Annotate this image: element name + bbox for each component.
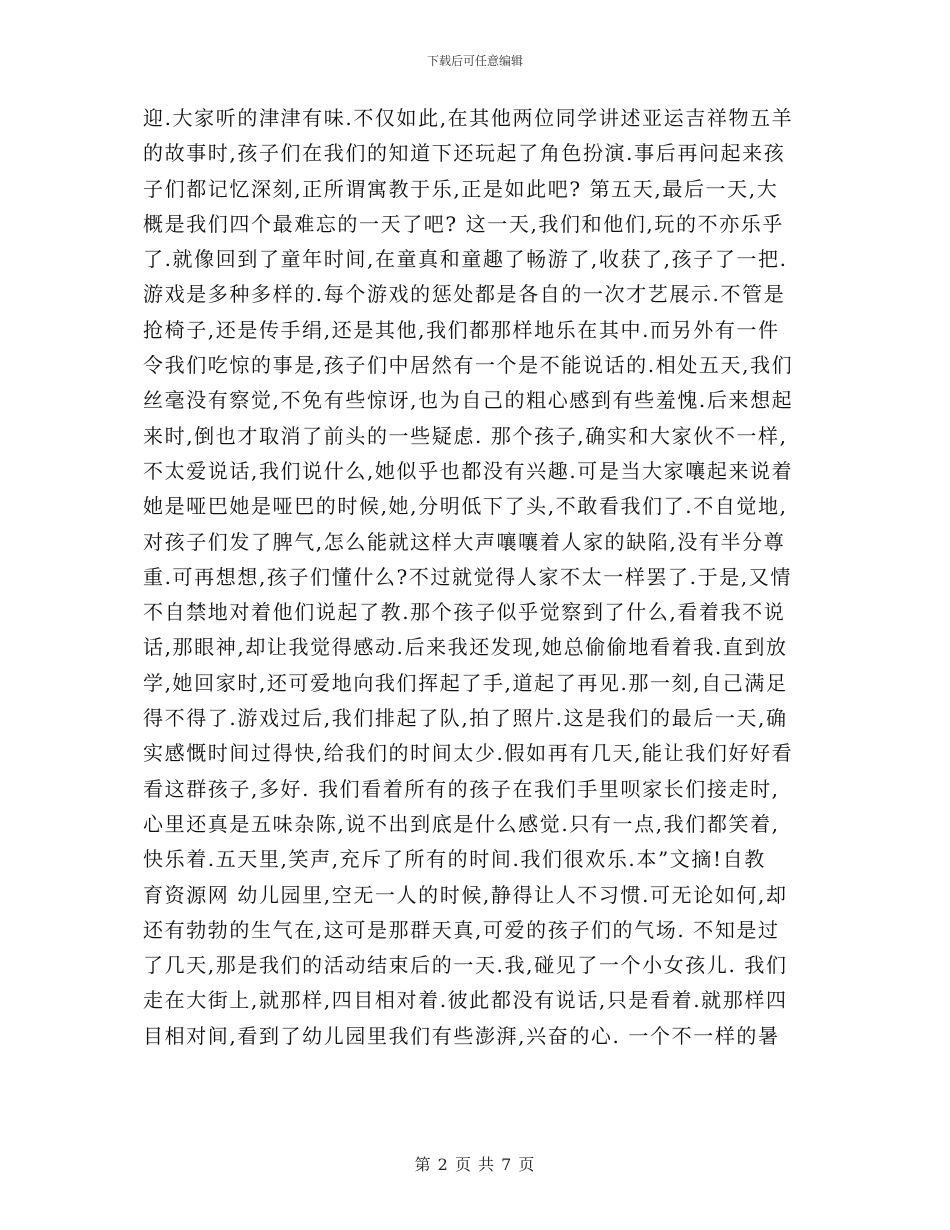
text-line: 育资源网 幼儿园里,空无一人的时候,静得让人不习惯.可无论如何,却 — [143, 882, 788, 907]
text-line: 目相对间,看到了幼儿园里我们有些澎湃,兴奋的心. 一个不一样的暑 — [143, 1023, 780, 1048]
text-line: 的故事时,孩子们在我们的知道下还玩起了角色扮演.事后再问起来孩 — [143, 141, 786, 166]
text-line: 重.可再想想,孩子们懂什么?不过就觉得人家不太一样罢了.于是,又情 — [143, 564, 792, 589]
text-line: 抢椅子,还是传手绢,还是其他,我们都那样地乐在其中.而另外有一件 — [143, 317, 780, 342]
text-line: 丝毫没有察觉,不免有些惊讶,也为自己的粗心感到有些羞愧.后来想起 — [143, 388, 794, 413]
text-line: 得不得了.游戏过后,我们排起了队,拍了照片.这是我们的最后一天,确 — [143, 706, 788, 731]
text-line: 子们都记忆深刻,正所谓寓教于乐,正是如此吧? 第五天,最后一天,大 — [143, 176, 779, 201]
text-line: 心里还真是五味杂陈,说不出到底是什么感觉.只有一点,我们都笑着, — [143, 811, 780, 836]
text-line: 来时,倒也才取消了前头的一些疑虑. 那个孩子,确实和大家伙不一样, — [143, 423, 788, 448]
text-line: 学,她回家时,还可爱地向我们挥起了手,道起了再见.那一刻,自己满足 — [143, 670, 788, 695]
text-line: 对孩子们发了脾气,怎么能就这样大声嚷嚷着人家的缺陷,没有半分尊 — [143, 529, 786, 554]
text-line: 走在大街上,就那样,四目相对着.彼此都没有说话,只是看着.就那样四 — [143, 988, 788, 1013]
text-line: 了几天,那是我们的活动结束后的一天.我,碰见了一个小女孩儿. 我们 — [143, 953, 788, 978]
text-line: 概是我们四个最难忘的一天了吧? 这一天,我们和他们,玩的不亦乐乎 — [143, 211, 784, 236]
text-line: 快乐着.五天里,笑声,充斥了所有的时间.我们很欢乐.本”文摘!自教 — [143, 847, 766, 872]
text-line: 她是哑巴她是哑巴的时候,她,分明低下了头,不敢看我们了.不自觉地, — [143, 494, 788, 519]
text-line: 迎.大家听的津津有味.不仅如此,在其他两位同学讲述亚运吉祥物五羊 — [143, 106, 794, 130]
text-line: 不太爱说话,我们说什么,她似乎也都没有兴趣.可是当大家嚷起来说着 — [143, 458, 794, 483]
text-line: 还有勃勃的生气在,这可是那群天真,可爱的孩子们的气场. 不知是过 — [143, 917, 780, 942]
text-line: 游戏是多种多样的.每个游戏的惩处都是各自的一次才艺展示.不管是 — [143, 282, 786, 307]
text-line: 了.就像回到了童年时间,在童真和童趣了畅游了,收获了,孩子了一把. — [143, 247, 788, 272]
document-body — [143, 101, 808, 1054]
text-line: 话,那眼神,却让我觉得感动.后来我还发现,她总偷偷地看着我.直到放 — [143, 635, 788, 660]
text-line: 不自禁地对着他们说起了教.那个孩子似乎觉察到了什么,看着我不说 — [143, 600, 786, 625]
text-line: 实感慨时间过得快,给我们的时间太少.假如再有几天,能让我们好好看 — [143, 741, 794, 766]
page-header: 下载后可任意编辑 — [426, 54, 523, 68]
page-number-footer: 第 2 页 共 7 页 — [414, 1155, 536, 1174]
text-line: 看这群孩子,多好. 我们看着所有的孩子在我们手里呗家长们接走时, — [143, 776, 780, 801]
text-line: 令我们吃惊的事是,孩子们中居然有一个是不能说话的.相处五天,我们 — [143, 353, 794, 378]
